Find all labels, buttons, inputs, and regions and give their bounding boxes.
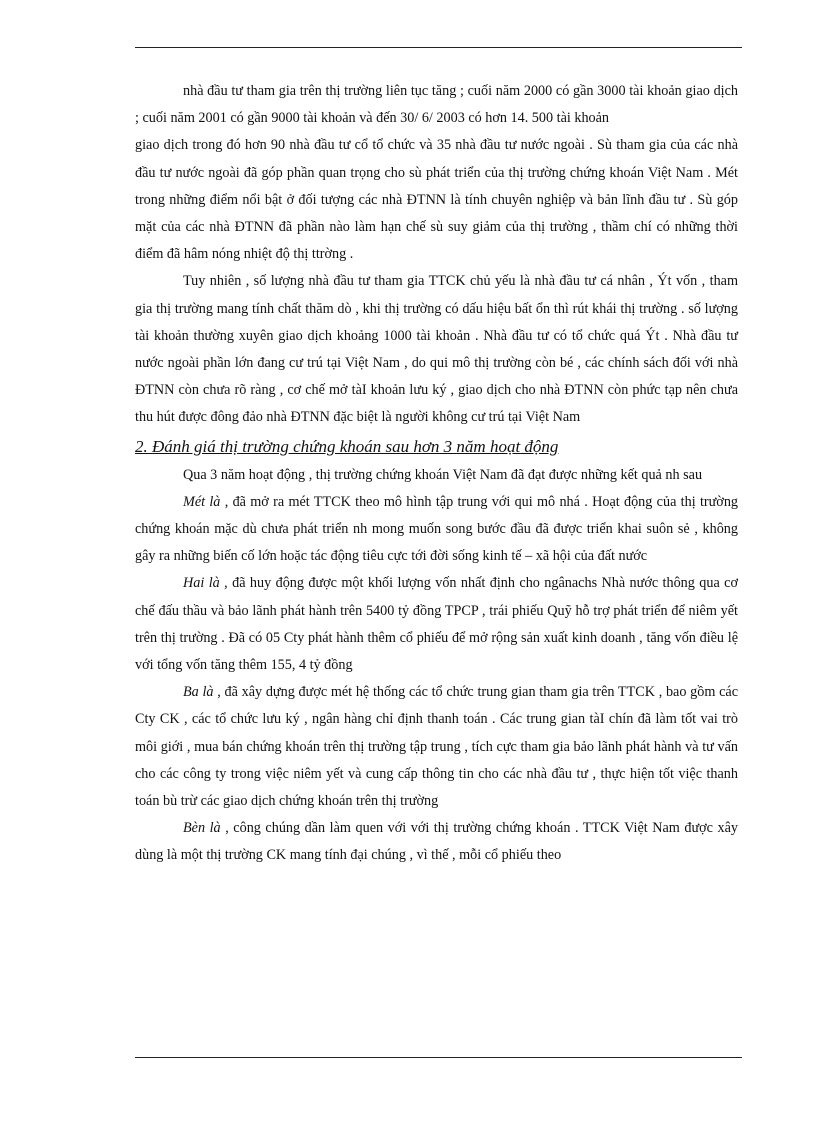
intro-paragraph: Qua 3 năm hoạt động , thị trường chứng khoán Việt Nam đã đạt được những kết quả nh sau: [183, 466, 703, 483]
item-text: , đã xây dựng được mét hệ thống các tổ chức trung gian tham gia trên TTCK , bao gồm các Cty CK , các tổ chức lưu ký , ngân hàng chỉ định thanh toán . Các trung gian tàI chín đã làm tốt vai trò môi giới , mua bán chứng khoán trên thị trường tập trung , tích cực tham gia bảo lãnh phát hành và tư vấn cho các công ty trong việc niêm yết và cung cấp thông tin cho các nhà đầu tư , thực hiện tốt việc thanh toán bù trừ các giao dịch chứng khoán trên thị trường: [135, 684, 739, 810]
list-item: [135, 489, 738, 571]
list-item: [135, 679, 738, 815]
item-lead: Hai là: [183, 575, 220, 592]
paragraph: nhà đầu tư tham gia trên thị trường liên tục tăng ; cuối năm 2000 có gần 3000 tài khoản giao dịch ; cuối năm 2001 có gần 9000 tài khoản và đến 30/ 6/ 2003 có hơn 14. 500 tài khoản: [135, 83, 738, 127]
item-lead: Mét là: [183, 493, 221, 510]
item-text: , công chúng dần làm quen với với thị trường chứng khoán . TTCK Việt Nam được xây dùng là một thị trường CK mang tính đại chúng , vì thế , mỗi cổ phiếu theo: [135, 820, 739, 864]
item-text: , đã huy động được một khối lượng vốn nhất định cho ngânachs Nhà nước thông qua cơ chế đấu thầu và bảo lãnh phát hành trên 5400 tỷ đồng TPCP , trái phiếu Quỹ hỗ trợ phát triển để niêm yết trên thị trường . Đã có 05 Cty phát hành thêm cổ phiếu để mở rộng sản xuất kinh doanh , tăng vốn điều lệ với tổng vốn tăng thêm 155, 4 tỷ đồng: [135, 575, 738, 674]
item-lead: Bèn là: [183, 820, 221, 837]
item-text: , đã mở ra mét TTCK theo mô hình tập trung với qui mô nhá . Hoạt động của thị trường chứng khoán mặc dù chưa phát triển nh mong muốn song bước đầu đã được triển khai suôn sẻ , không gây ra những biến cố lớn hoặc tác động tiêu cực tới đời sống kinh tế – xã hội của đất nước: [135, 493, 739, 565]
list-item: [135, 815, 738, 869]
list-item: [135, 570, 738, 679]
header-rule: [135, 47, 742, 48]
paragraph: giao dịch trong đó hơn 90 nhà đầu tư cổ tổ chức và 35 nhà đầu tư nước ngoài . Sù tham gia của các nhà đầu tư nước ngoài đã góp phần quan trọng cho sù phát triển của thị trường chứng khoán Việt Nam . Mét trong những điểm nổi bật ở đối tượng các nhà ĐTNN là tính chuyên nghiệp và bản lĩnh đầu tư . Sù góp mặt của các nhà ĐTNN đã phần nào làm hạn chế sù suy giảm của thị trường , thầm chí có những thời điểm đã hâm nóng nhiệt độ thị ttrờng .: [135, 137, 738, 263]
document-body: [135, 78, 738, 870]
section-heading: 2. Đánh giá thị trường chứng khoán sau hơn 3 năm hoạt động: [135, 436, 559, 456]
item-lead: Ba là: [183, 684, 214, 701]
footer-rule: [135, 1057, 742, 1058]
paragraph: Tuy nhiên , số lượng nhà đầu tư tham gia TTCK chủ yếu là nhà đầu tư cá nhân , Ýt vốn , tham gia thị trường mang tính chất thăm dò , khi thị trường có dấu hiệu bất ổn thì rút khái thị trường . số lượng tài khoản thường xuyên giao dịch khoảng 1000 tài khoản . Nhà đầu tư có tổ chức quá Ýt . Nhà đầu tư nước ngoài phần lớn đang cư trú tại Việt Nam , do qui mô thị trường còn bé , các chính sách đối với nhà ĐTNN còn chưa rõ ràng , cơ chế mở tàI khoản lưu ký , giao dịch cho nhà ĐTNN còn phức tạp nên chưa thu hút được đông đảo nhà ĐTNN đặc biệt là người không cư trú tại Việt Nam: [135, 273, 738, 426]
